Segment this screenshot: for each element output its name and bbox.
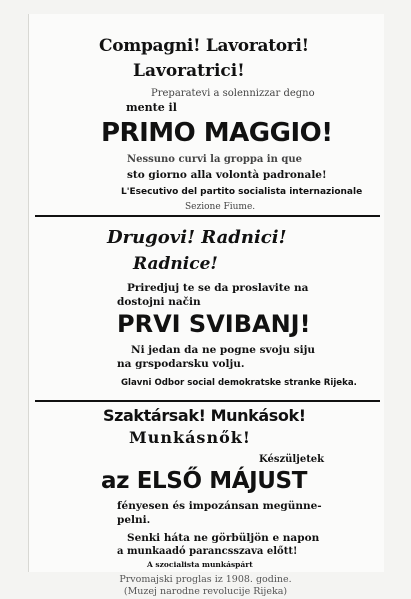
hungarian-greeting-women: Munkásnők! xyxy=(129,428,251,447)
italian-section: Sezione Fiume. xyxy=(185,202,256,212)
croatian-text-3: Ni jedan da ne pogne svoju siju xyxy=(131,344,316,356)
italian-text-4: sto giorno alla volontà padronale! xyxy=(127,169,327,181)
croatian-text-1: Priredjuj te se da proslavite na xyxy=(127,282,309,294)
croatian-greeting: Drugovi! Radnici! xyxy=(107,227,287,248)
hungarian-text-2: fényesen és impozánsan megünne- xyxy=(117,500,322,512)
italian-signature: L'Esecutivo del partito socialista internazionale xyxy=(121,187,363,197)
section-divider xyxy=(35,400,380,402)
caption-line-1: Prvomajski proglas iz 1908. godine. xyxy=(119,574,292,585)
croatian-greeting-women: Radnice! xyxy=(133,254,218,274)
hungarian-text-3: pelni. xyxy=(117,514,151,526)
italian-text-1: Preparatevi a solennizzar degno xyxy=(151,88,315,99)
hungarian-text-1: Készüljetek xyxy=(259,454,325,465)
italian-greeting: Compagni! Lavoratori! xyxy=(99,36,309,56)
caption-line-2: (Muzej narodne revolucije Rijeka) xyxy=(123,586,288,597)
hungarian-text-4: Senki háta ne görbüljön e napon xyxy=(127,532,320,544)
croatian-signature: Glavni Odbor social demokratske stranke Rijeka. xyxy=(121,378,357,388)
proclamation-poster xyxy=(28,14,384,572)
croatian-text-2: dostojni način xyxy=(117,296,201,308)
italian-greeting-women: Lavoratrici! xyxy=(133,61,245,81)
hungarian-greeting: Szaktársak! Munkások! xyxy=(103,406,306,425)
section-divider xyxy=(35,215,380,217)
hungarian-text-5: a munkaadó parancsszava előtt! xyxy=(117,546,298,557)
croatian-text-4: na grspodarsku volju. xyxy=(117,358,245,370)
italian-text-3: Nessuno curvi la groppa in que xyxy=(127,154,302,165)
italian-headline: PRIMO MAGGIO! xyxy=(101,118,333,148)
hungarian-signature: A szocialista munkáspárt xyxy=(147,560,253,569)
croatian-headline: PRVI SVIBANJ! xyxy=(117,310,311,338)
hungarian-headline: az ELSŐ MÁJUST xyxy=(101,468,307,494)
italian-text-2: mente il xyxy=(126,101,177,114)
